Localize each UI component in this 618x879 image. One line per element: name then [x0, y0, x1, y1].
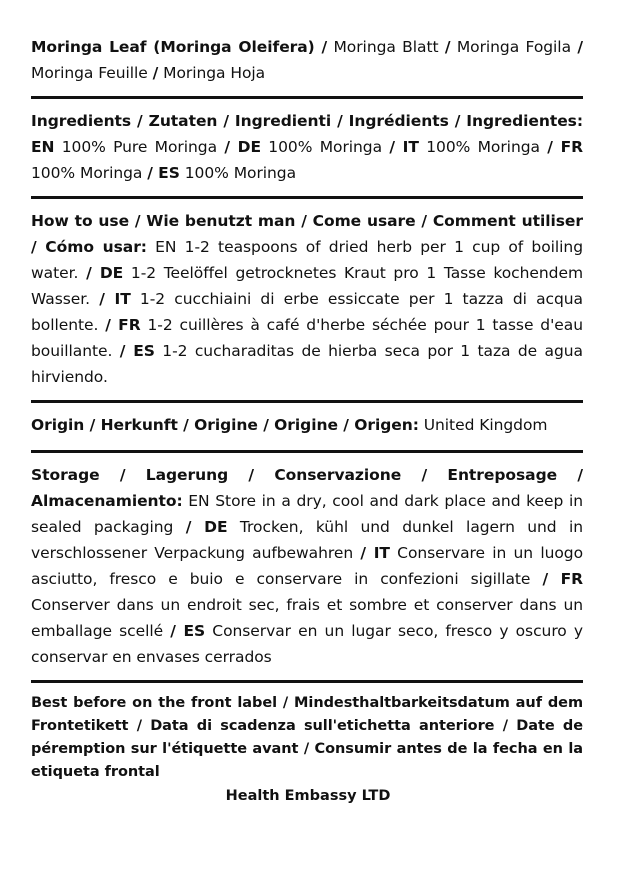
storage-text-run: Conserver dans un endroit sec, frais et sombre et conserver dans un emballage scellé — [31, 596, 583, 640]
origin-section — [31, 412, 583, 438]
section-divider — [31, 680, 583, 683]
how-to-use-section — [31, 208, 583, 390]
how-to-use-text-run: 1-2 Teelöffel getrocknetes Kraut pro 1 Tasse kochendem Wasser. — [31, 264, 584, 308]
origin-text-run: United Kingdom — [418, 416, 548, 434]
product-label — [31, 34, 583, 807]
ingredients-text-run: Ingredients / Zutaten / Ingredienti / Ingrédients / Ingredientes: — [31, 112, 583, 130]
how-to-use-text-run: 1-2 cucharaditas de hierba seca por 1 taza de agua hirviendo. — [31, 342, 584, 386]
ingredients-text-run: / FR — [547, 138, 584, 156]
ingredients-text-run: 100% Moringa — [31, 164, 148, 182]
product-text-run: Moringa Fogila — [450, 38, 578, 56]
storage-text-run: / DE — [185, 518, 228, 536]
section-divider — [31, 450, 583, 453]
ingredients-text-run: / IT — [389, 138, 419, 156]
product-text-run: / — [577, 38, 583, 56]
ingredients-text-run: 100% Moringa — [261, 138, 390, 156]
storage-text-run: / ES — [170, 622, 206, 640]
best-before-section — [31, 692, 583, 784]
origin-text-run: Origin / Herkunft / Origine / Origine / Origen: — [31, 416, 419, 434]
product-text-run: Moringa Hoja — [158, 64, 266, 82]
section-divider — [31, 196, 583, 199]
storage-text-run: Conservar en un lugar seco, fresco y oscuro y conservar en envases cerrados — [31, 622, 583, 666]
ingredients-text-run: / DE — [224, 138, 262, 156]
ingredients-text-run: 100% Moringa — [179, 164, 297, 182]
storage-text-run: Storage / Lagerung / Conservazione / Entreposage / Almacenamiento: — [31, 466, 583, 510]
how-to-use-text-run: / ES — [119, 342, 155, 360]
ingredients-text-run: 100% Pure Moringa — [54, 138, 225, 156]
ingredients-section — [31, 108, 583, 186]
how-to-use-text-run: EN 1-2 teaspoons of dried herb per 1 cup of boiling water. — [31, 238, 583, 282]
storage-text-run: / IT — [360, 544, 390, 562]
how-to-use-text-run: 1-2 cucchiaini di erbe essiccate per 1 tazza di acqua bollente. — [31, 290, 583, 334]
storage-text-run: Conservare in un luogo asciutto, fresco e buio e conservare in confezioni sigillate — [31, 544, 583, 588]
how-to-use-text-run: / FR — [105, 316, 141, 334]
ingredients-text-run: 100% Moringa — [418, 138, 548, 156]
how-to-use-text-run: 1-2 cuillères à café d'herbe séchée pour 1 tasse d'eau bouillante. — [31, 316, 583, 360]
product-name-section — [31, 34, 583, 86]
product-text-run: Moringa Feuille — [31, 64, 153, 82]
how-to-use-text-run: / DE — [86, 264, 124, 282]
company-name: Health Embassy LTD — [225, 788, 391, 804]
storage-text-run: / FR — [542, 570, 583, 588]
section-divider — [31, 400, 583, 403]
how-to-use-text-run: How to use / Wie benutzt man / Come usare / Comment utiliser / Cómo usar: — [31, 212, 583, 256]
storage-section — [31, 462, 583, 670]
product-text-run: Moringa Leaf (Moringa Oleifera) / — [31, 38, 328, 56]
product-text-run: / — [152, 64, 159, 82]
ingredients-text-run: EN — [31, 138, 55, 156]
storage-text-run: EN Store in a dry, cool and dark place and keep in sealed packaging — [31, 492, 583, 536]
section-divider — [31, 96, 583, 99]
ingredients-text-run: / ES — [147, 164, 180, 182]
best-before-text-run: Best before on the front label / Mindesthaltbarkeitsdatum auf dem Frontetikett / Data di scadenza sull'etichetta anteriore / Date de péremption sur l'étiquette avant / Consumir antes de la fecha en la etiqueta frontal — [31, 695, 583, 780]
product-text-run: / — [444, 38, 451, 56]
product-text-run: Moringa Blatt — [327, 38, 445, 56]
storage-text-run: Trocken, kühl und dunkel lagern und in verschlossener Verpackung aufbewahren — [31, 518, 584, 562]
how-to-use-text-run: / IT — [99, 290, 131, 308]
